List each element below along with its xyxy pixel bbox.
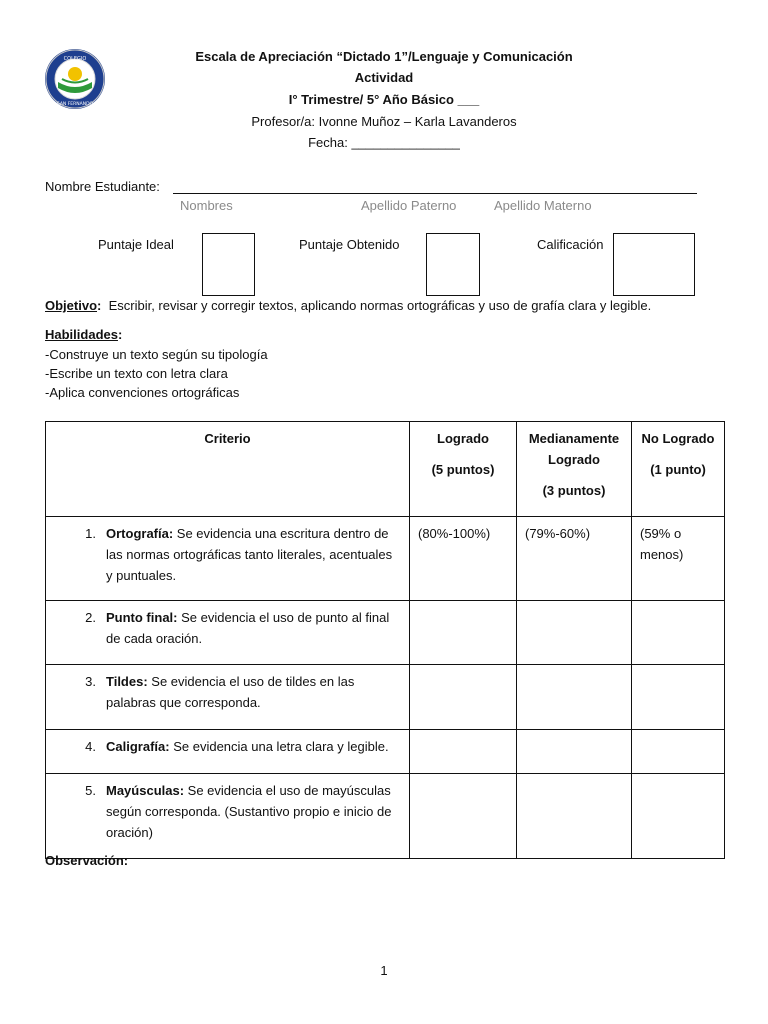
puntaje-obtenido-box[interactable] [426,233,480,296]
criterion-name: Punto final: [106,610,178,625]
logrado-cell[interactable] [410,601,517,665]
medianamente-cell[interactable] [517,774,632,859]
table-row [46,517,725,601]
criterion-name: Tildes: [106,674,148,689]
criterion-cell [46,774,410,859]
medianamente-cell[interactable] [517,730,632,774]
sublabel-apellido-materno: Apellido Materno [494,198,592,213]
skill-item: -Escribe un texto con letra clara [45,366,228,381]
header-medianamente-points: (3 puntos) [542,483,606,498]
student-name-line[interactable] [173,192,697,194]
document-subtitle: Actividad [354,70,414,85]
table-header-row [46,422,725,517]
skills-colon: : [117,327,123,342]
logrado-cell[interactable] [410,730,517,774]
criterion-description: Se evidencia una escritura dentro de las normas ortográficas tanto literales, acentuales y puntuales. [106,526,393,583]
medianamente-cell[interactable] [517,665,632,730]
table-row [46,665,725,730]
logrado-cell[interactable] [410,774,517,859]
calificacion-label: Calificación [537,237,604,252]
medianamente-cell[interactable] [517,601,632,665]
skill-item: -Construye un texto según su tipología [45,347,268,362]
criterion-number: 1. [85,526,96,541]
header-no-logrado-points: (1 punto) [650,462,706,477]
criterion-description: Se evidencia una letra clara y legible. [173,739,389,754]
criterion-number: 3. [85,674,96,689]
header-no-logrado [632,422,725,517]
document-title: Escala de Apreciación “Dictado 1”/Lenguaje y Comunicación [195,49,573,64]
term-line: I° Trimestre/ 5° Año Básico ___ [288,92,480,107]
criterion-number: 4. [85,739,96,754]
page-number: 1 [380,963,388,978]
puntaje-ideal-box[interactable] [202,233,255,296]
svg-text:SAN FERNANDO: SAN FERNANDO [56,102,94,107]
table-row [46,774,725,859]
header-logrado-label: Logrado [437,431,489,446]
criterion-number: 2. [85,610,96,625]
header-medianamente-label: Medianamente Logrado [528,431,620,467]
objective-label: Objetivo [45,298,98,313]
date-line: Fecha: _______________ [308,135,460,150]
criterion-name: Mayúsculas: [106,783,185,798]
objective-colon: : [97,298,102,313]
sublabel-nombres: Nombres [180,198,233,213]
skills-heading [45,327,122,342]
table-row [46,601,725,665]
svg-text:COLEGIO: COLEGIO [63,56,87,62]
no-logrado-cell[interactable] [632,774,725,859]
criterion-number: 5. [85,783,96,798]
medianamente-cell[interactable]: (79%-60%) [517,517,632,601]
objective [45,298,725,313]
skills-label: Habilidades [45,327,118,342]
header-no-logrado-label: No Logrado [641,431,715,446]
logrado-cell[interactable]: (80%-100%) [410,517,517,601]
calificacion-box[interactable] [613,233,695,296]
skill-item: -Aplica convenciones ortográficas [45,385,240,400]
teachers-line: Profesor/a: Ivonne Muñoz – Karla Lavanderos [251,114,517,129]
puntaje-ideal-label: Puntaje Ideal [98,237,174,252]
criterion-description: Se evidencia el uso de tildes en las palabras que corresponda. [106,674,355,710]
rubric-table [45,421,725,859]
criterion-name: Caligrafía: [106,739,170,754]
observation-label: Observación: [45,853,129,868]
criterion-cell [46,665,410,730]
header-medianamente [517,422,632,517]
criterion-description: Se evidencia el uso de punto al final de cada oración. [106,610,390,646]
objective-text: Escribir, revisar y corregir textos, aplicando normas ortográficas y uso de grafía clara y legible. [108,298,652,313]
student-name-label: Nombre Estudiante: [45,179,160,194]
puntaje-obtenido-label: Puntaje Obtenido [299,237,400,252]
criterion-description: Se evidencia el uso de mayúsculas según corresponda. (Sustantivo propio e inicio de oración) [106,783,392,840]
criterion-cell [46,601,410,665]
criterion-name: Ortografía: [106,526,174,541]
logrado-cell[interactable] [410,665,517,730]
no-logrado-cell[interactable] [632,730,725,774]
no-logrado-cell[interactable]: (59% o menos) [632,517,725,601]
header-logrado [410,422,517,517]
header-logrado-points: (5 puntos) [431,462,495,477]
criterion-cell [46,730,410,774]
table-row [46,730,725,774]
no-logrado-cell[interactable] [632,665,725,730]
sublabel-apellido-paterno: Apellido Paterno [361,198,457,213]
no-logrado-cell[interactable] [632,601,725,665]
header-criterio: Criterio [46,422,410,517]
criterion-cell [46,517,410,601]
